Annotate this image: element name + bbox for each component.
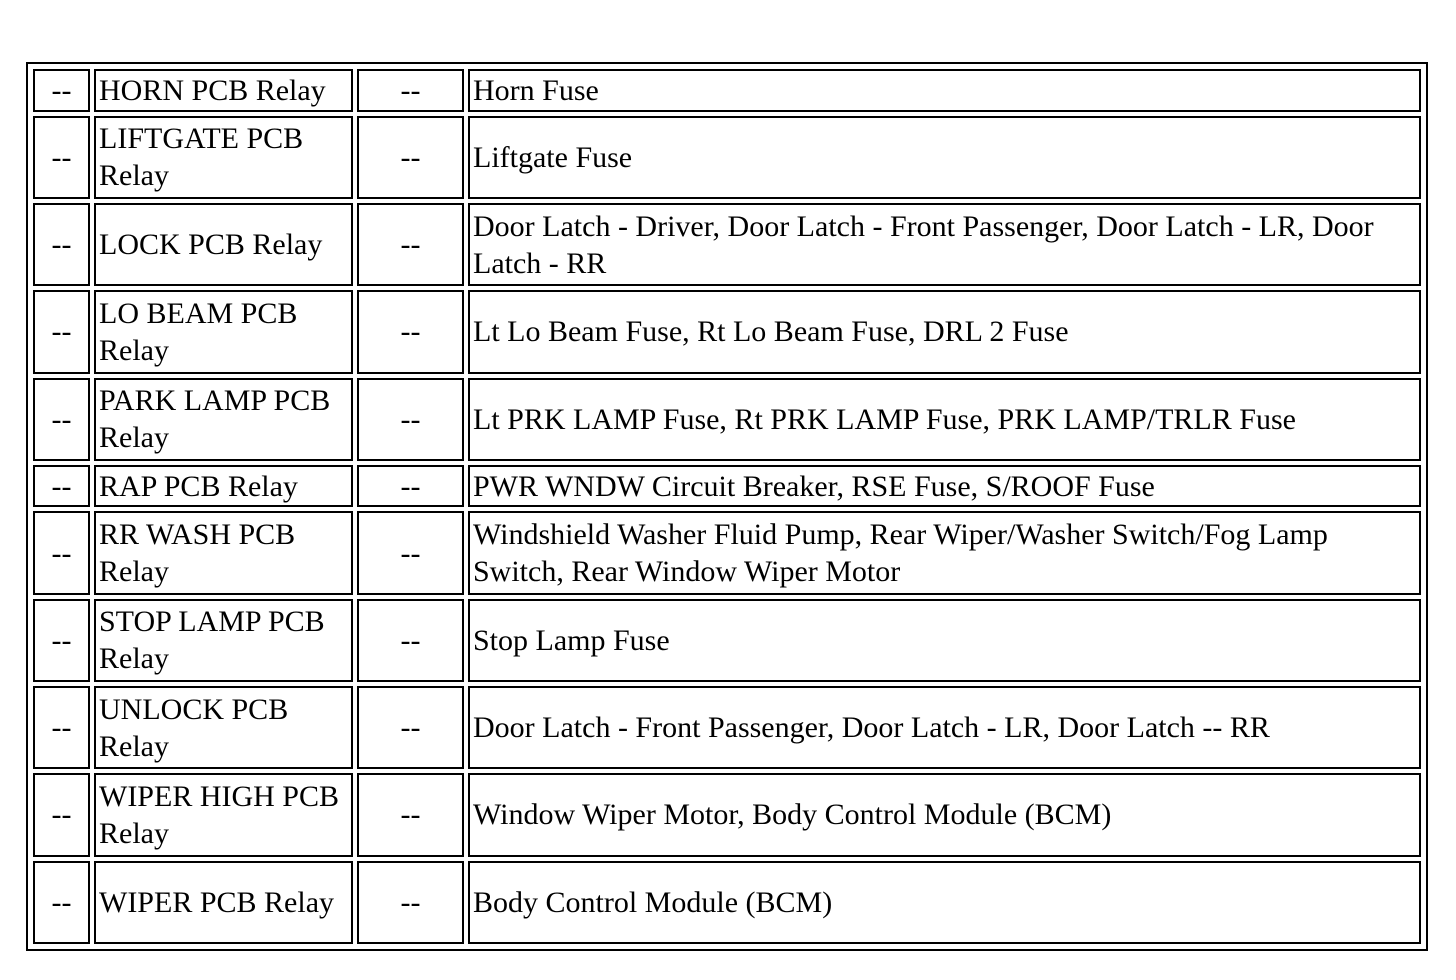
circuit-list-cell: Lt PRK LAMP Fuse, Rt PRK LAMP Fuse, PRK LAMP/TRLR Fuse xyxy=(468,378,1421,461)
row-code-cell-2: -- xyxy=(357,203,464,286)
row-code-cell-2: -- xyxy=(357,686,464,769)
row-code-cell-2: -- xyxy=(357,290,464,373)
row-code-cell-2: -- xyxy=(357,599,464,682)
relay-name-cell: STOP LAMP PCB Relay xyxy=(94,599,353,682)
relay-name-cell: RAP PCB Relay xyxy=(94,465,353,508)
table-row xyxy=(33,599,1421,682)
row-code-cell-2: -- xyxy=(357,465,464,508)
circuit-list-cell: PWR WNDW Circuit Breaker, RSE Fuse, S/ROOF Fuse xyxy=(468,465,1421,508)
circuit-list-cell: Horn Fuse xyxy=(468,69,1421,112)
row-code-cell-2: -- xyxy=(357,511,464,594)
table-row xyxy=(33,511,1421,594)
relay-table-frame xyxy=(26,62,1428,951)
table-row xyxy=(33,69,1421,112)
row-code-cell: -- xyxy=(33,203,90,286)
row-code-cell-2: -- xyxy=(357,69,464,112)
circuit-list-cell: Liftgate Fuse xyxy=(468,116,1421,199)
circuit-list-cell: Windshield Washer Fluid Pump, Rear Wiper/Washer Switch/Fog Lamp Switch, Rear Window Wiper Motor xyxy=(468,511,1421,594)
relay-name-cell: WIPER HIGH PCB Relay xyxy=(94,773,353,856)
table-row xyxy=(33,116,1421,199)
row-code-cell: -- xyxy=(33,861,90,944)
row-code-cell: -- xyxy=(33,290,90,373)
relay-name-cell: LO BEAM PCB Relay xyxy=(94,290,353,373)
table-row xyxy=(33,378,1421,461)
circuit-list-cell: Body Control Module (BCM) xyxy=(468,861,1421,944)
row-code-cell: -- xyxy=(33,686,90,769)
table-row xyxy=(33,861,1421,944)
row-code-cell-2: -- xyxy=(357,861,464,944)
circuit-list-cell: Window Wiper Motor, Body Control Module (BCM) xyxy=(468,773,1421,856)
circuit-list-cell: Stop Lamp Fuse xyxy=(468,599,1421,682)
relay-name-cell: LIFTGATE PCB Relay xyxy=(94,116,353,199)
row-code-cell: -- xyxy=(33,116,90,199)
table-row xyxy=(33,203,1421,286)
row-code-cell-2: -- xyxy=(357,116,464,199)
relay-name-cell: LOCK PCB Relay xyxy=(94,203,353,286)
row-code-cell: -- xyxy=(33,465,90,508)
table-row xyxy=(33,290,1421,373)
row-code-cell-2: -- xyxy=(357,378,464,461)
row-code-cell: -- xyxy=(33,599,90,682)
relay-table xyxy=(29,65,1425,948)
table-row xyxy=(33,773,1421,856)
circuit-list-cell: Lt Lo Beam Fuse, Rt Lo Beam Fuse, DRL 2 Fuse xyxy=(468,290,1421,373)
relay-name-cell: HORN PCB Relay xyxy=(94,69,353,112)
relay-name-cell: PARK LAMP PCB Relay xyxy=(94,378,353,461)
relay-name-cell: WIPER PCB Relay xyxy=(94,861,353,944)
relay-name-cell: UNLOCK PCB Relay xyxy=(94,686,353,769)
row-code-cell: -- xyxy=(33,378,90,461)
relay-name-cell: RR WASH PCB Relay xyxy=(94,511,353,594)
row-code-cell: -- xyxy=(33,69,90,112)
row-code-cell-2: -- xyxy=(357,773,464,856)
table-row xyxy=(33,465,1421,508)
circuit-list-cell: Door Latch - Driver, Door Latch - Front Passenger, Door Latch - LR, Door Latch - RR xyxy=(468,203,1421,286)
table-row xyxy=(33,686,1421,769)
row-code-cell: -- xyxy=(33,773,90,856)
row-code-cell: -- xyxy=(33,511,90,594)
circuit-list-cell: Door Latch - Front Passenger, Door Latch - LR, Door Latch -- RR xyxy=(468,686,1421,769)
